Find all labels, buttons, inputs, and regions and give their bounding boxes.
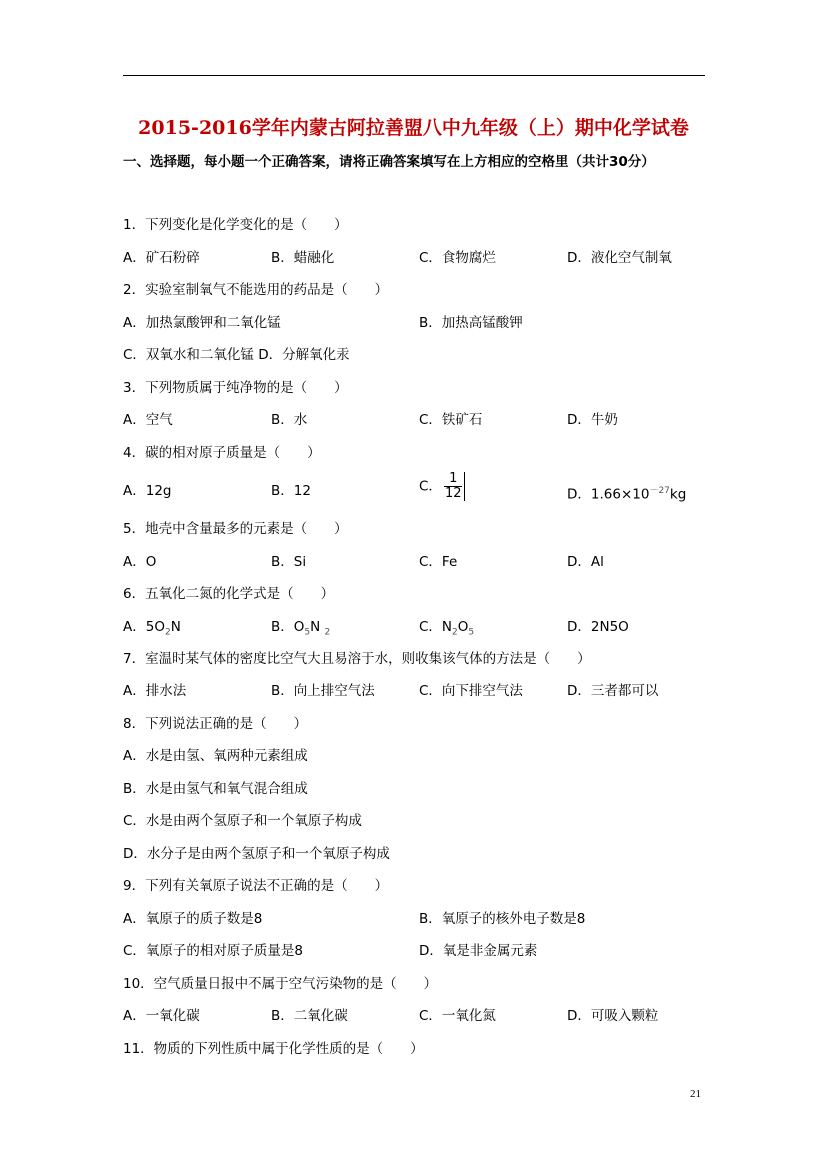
option-d: D．可吸入颗粒 — [567, 1008, 659, 1024]
question-stem: 2．实验室制氧气不能选用的药品是（ ） — [123, 282, 389, 298]
option-b: B．水是由氢气和氧气混合组成 — [123, 781, 308, 797]
question-stem: 10．空气质量日报中不属于空气污染物的是（ ） — [123, 976, 438, 992]
question-stem: 5．地壳中含量最多的元素是（ ） — [123, 521, 348, 537]
option-a: A．12g — [123, 483, 172, 499]
question-stem: 11．物质的下列性质中属于化学性质的是（ ） — [123, 1041, 424, 1057]
option-d: D．Al — [567, 554, 604, 570]
option-c: C．向下排空气法 — [419, 683, 523, 699]
option-d: D．2N5O — [567, 619, 629, 635]
option-a: A．氧原子的质子数是8 — [123, 911, 263, 927]
option-b: B．蜡融化 — [271, 250, 335, 266]
option-a: A．$5O_2N$ — [123, 619, 181, 638]
section-heading: 一、选择题，每小题一个正确答案，请将正确答案填写在上方相应的空格里（共计30分） — [123, 154, 655, 170]
question-stem: 1．下列变化是化学变化的是（ ） — [123, 217, 348, 233]
question-stem: 3．下列物质属于纯净物的是（ ） — [123, 380, 348, 396]
option-c: C．Fe — [419, 554, 458, 570]
option-c: C．食物腐烂 — [419, 250, 496, 266]
option-b: B．向上排空气法 — [271, 683, 375, 699]
option-d: D．牛奶 — [567, 412, 618, 428]
option-a: A．水是由氢、氧两种元素组成 — [123, 748, 308, 764]
option-d: D．氧是非金属元素 — [419, 943, 538, 959]
option-b: B．$O_5N$ $_2$ — [271, 619, 331, 638]
option-c: C．一氧化氮 — [419, 1008, 496, 1024]
option-a: A．空气 — [123, 412, 173, 428]
option-c: C．$N_2O_5$ — [419, 619, 475, 638]
option-c-d: C．双氧水和二氧化锰 D．分解氧化汞 — [123, 347, 350, 363]
option-c: C．铁矿石 — [419, 412, 483, 428]
option-b: B．加热高锰酸钾 — [419, 315, 523, 331]
option-b: B．二氧化碳 — [271, 1008, 348, 1024]
option-a: A．加热氯酸钾和二氧化锰 — [123, 315, 281, 331]
page-number: 21 — [690, 1088, 701, 1100]
option-c: C．水是由两个氢原子和一个氧原子构成 — [123, 813, 362, 829]
option-d: D．水分子是由两个氢原子和一个氧原子构成 — [123, 846, 390, 862]
option-b: B．水 — [271, 412, 308, 428]
option-a: A．矿石粉碎 — [123, 250, 200, 266]
fraction: $\frac{1}{12}$ — [444, 472, 466, 501]
page-title: 2015-2016学年内蒙古阿拉善盟八中九年级（上）期中化学试卷 — [138, 117, 689, 139]
header-rule — [123, 75, 705, 76]
question-stem: 9．下列有关氧原子说法不正确的是（ ） — [123, 878, 389, 894]
option-d: D．三者都可以 — [567, 683, 659, 699]
option-b: B．12 — [271, 483, 311, 499]
option-c: C．氧原子的相对原子质量是8 — [123, 943, 304, 959]
option-d: D．液化空气制氧 — [567, 250, 672, 266]
option-d: D．$1.66\times 10^{-27}kg$ — [567, 486, 687, 503]
option-b: B．Si — [271, 554, 307, 570]
option-b: B．氧原子的核外电子数是8 — [419, 911, 586, 927]
question-stem: 4．碳的相对原子质量是（ ） — [123, 445, 321, 461]
question-stem: 7．室温时某气体的密度比空气大且易溶于水，则收集该气体的方法是（ ） — [123, 651, 591, 667]
question-stem: 6．五氧化二氮的化学式是（ ） — [123, 586, 335, 602]
option-c: C． $\frac{1}{12}$ — [419, 472, 465, 501]
option-a: A．O — [123, 554, 157, 570]
option-a: A．排水法 — [123, 683, 187, 699]
question-stem: 8．下列说法正确的是（ ） — [123, 716, 308, 732]
option-a: A．一氧化碳 — [123, 1008, 200, 1024]
